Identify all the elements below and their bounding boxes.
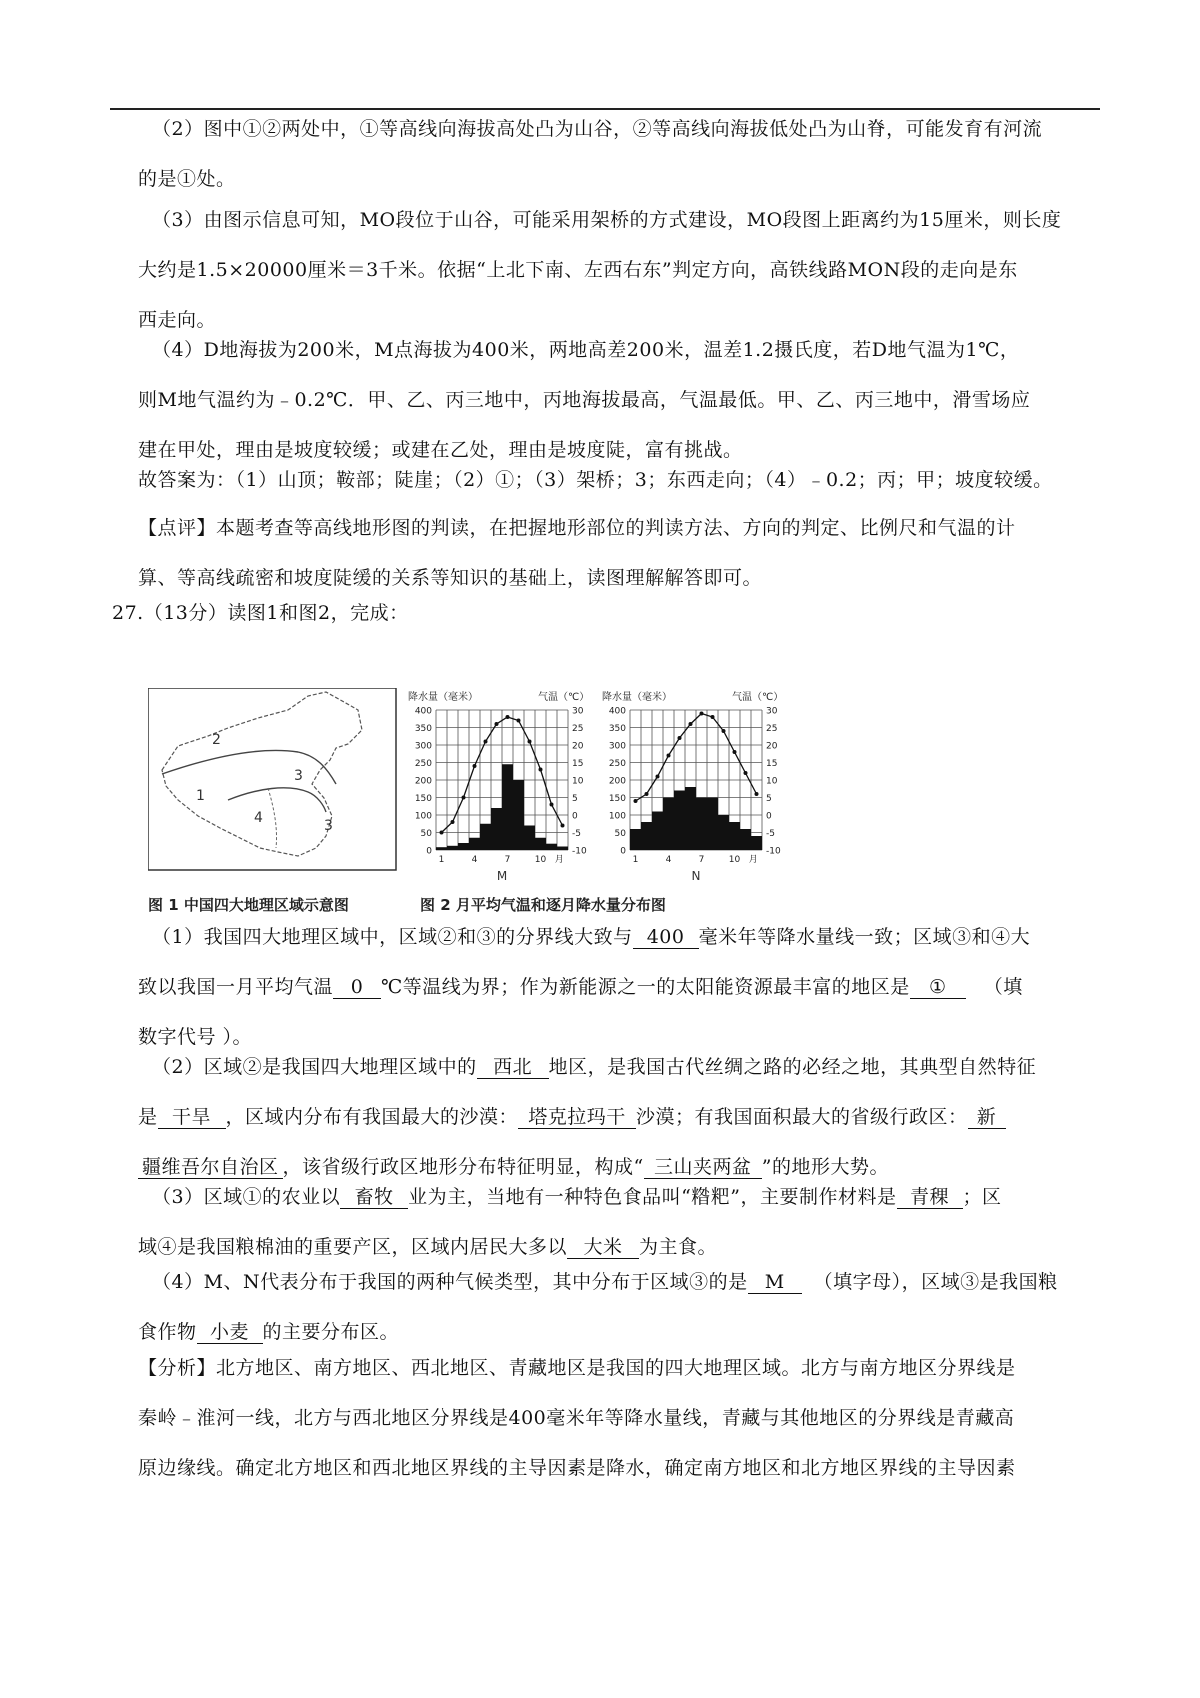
temp-point <box>484 740 488 744</box>
solution-part-4 <box>138 325 1092 475</box>
analysis-note <box>138 1343 1088 1493</box>
temp-point <box>656 775 660 779</box>
month-tick-label: 4 <box>665 855 672 865</box>
temp-point <box>440 831 444 835</box>
temp-point <box>506 715 510 719</box>
temp-point <box>462 796 466 800</box>
answer-blank: 塔克拉玛干 <box>518 1106 636 1129</box>
chart-name: M <box>496 869 508 883</box>
temp-axis-label: 气温（℃） <box>732 692 784 703</box>
month-tick-label: 4 <box>471 855 478 865</box>
temp-tick-label: 25 <box>572 724 584 734</box>
precip-bar <box>740 829 751 850</box>
precip-tick-label: 150 <box>608 794 626 804</box>
temp-tick-label: 30 <box>572 706 584 717</box>
temp-tick-label: 20 <box>766 741 778 752</box>
figure-svg <box>148 688 848 920</box>
precip-axis-label: 降水量（毫米） <box>602 692 672 703</box>
answer-blank: 三山夹两盆 <box>644 1156 762 1179</box>
precip-tick-label: 0 <box>620 846 626 857</box>
temp-tick-label: -10 <box>766 846 781 857</box>
temp-point <box>700 712 704 716</box>
text-line: （4）D地海拔为200米，M点海拔为400米，两地高差200米，温差1.2摄氏度，若D地气温为1℃， <box>152 339 1020 361</box>
temp-point <box>517 719 521 723</box>
temp-axis-label: 气温（℃） <box>538 692 590 703</box>
precip-bar <box>436 847 447 850</box>
answer-blank: 400 <box>633 926 699 949</box>
temp-point <box>473 764 477 768</box>
precip-bar <box>674 791 685 851</box>
climate-chart-n <box>602 690 783 883</box>
precip-bar <box>663 798 674 851</box>
month-tick-label: 1 <box>438 855 445 865</box>
precip-tick-label: 250 <box>608 759 626 769</box>
answer-blank: 疆维吾尔自治区 <box>138 1156 283 1179</box>
precip-tick-label: 200 <box>414 776 432 787</box>
text-line: 算、等高线疏密和坡度陡缓的关系等知识的基础上，读图理解解答即可。 <box>138 567 763 589</box>
answer-blank: M <box>748 1271 802 1294</box>
temp-tick-label: 10 <box>766 776 778 787</box>
answer-blank: ① <box>910 976 966 999</box>
text-line: 大约是1.5×20000厘米＝3千米。依据“上北下南、左西右东”判定方向，高铁线路MON段的走向是东 <box>138 259 1018 281</box>
temp-tick-label: 0 <box>766 811 772 822</box>
question-27-1: （1）我国四大地理区域中，区域②和③的分界线大致与 400 毫米年等降水量线一致；区域③和④大 致以我国一月平均气温 0 ℃等温线为界；作为新能源之一的太阳能资源最丰富的地区是 ① （填 数字代号 ）。 <box>138 926 1031 1048</box>
temp-point <box>495 722 499 726</box>
month-tick-label: 月 <box>554 855 564 865</box>
chart-name: N <box>691 869 701 883</box>
temp-point <box>645 792 649 796</box>
answer-blank: 西北 <box>477 1056 549 1079</box>
temp-tick-label: 0 <box>572 811 578 822</box>
precip-tick-label: 0 <box>426 846 432 857</box>
temp-point <box>667 754 671 758</box>
month-tick-label: 7 <box>504 855 511 865</box>
question-27-2: （2）区域②是我国四大地理区域中的 西北 地区，是我国古代丝绸之路的必经之地，其典型自然特征 是 干旱 ，区域内分布有我国最大的沙漠： 塔克拉玛干 沙漠；有我国面积最大的省级行政区： 新 疆维吾尔自治区 ，该省级行政区地形分布特征明显，构成“ 三山夹两盆 ”的地形大势。 <box>138 1056 1037 1178</box>
precip-bar <box>729 822 740 850</box>
temp-point <box>561 824 565 828</box>
month-tick-label: 10 <box>728 855 741 865</box>
question-27-4: （4）M、N代表分布于我国的两种气候类型，其中分布于区域③的是 M （填字母），区域③是我国粮 食作物 小麦 的主要分布区。 <box>138 1271 1058 1343</box>
precip-bar <box>718 815 729 850</box>
precip-bar <box>491 808 502 850</box>
text-line: 西走向。 <box>138 309 217 331</box>
map-label: 2 <box>212 732 221 748</box>
answer-blank: 青稞 <box>897 1186 963 1209</box>
precip-tick-label: 300 <box>414 741 432 752</box>
temp-tick-label: -5 <box>766 829 775 839</box>
precip-bar <box>469 838 480 850</box>
temp-tick-label: 5 <box>766 794 772 804</box>
precip-bar <box>546 844 557 850</box>
precip-bar <box>447 846 458 850</box>
figure-2-caption: 图 2 月平均气温和逐月降水量分布图 <box>420 896 666 914</box>
temp-tick-label: 25 <box>766 724 778 734</box>
text-line: 原边缘线。确定北方地区和西北地区界线的主导因素是降水，确定南方地区和北方地区界线的主导因素 <box>138 1457 1016 1479</box>
month-tick-label: 7 <box>698 855 705 865</box>
precip-bar <box>685 787 696 850</box>
temp-point <box>722 729 726 733</box>
month-tick-label: 月 <box>748 855 758 865</box>
precip-tick-label: 350 <box>414 724 432 734</box>
answer-blank: 大米 <box>567 1236 639 1259</box>
precip-bar <box>557 847 568 851</box>
temp-point <box>550 803 554 807</box>
temp-point <box>678 736 682 740</box>
china-regions-map <box>148 688 396 870</box>
precip-tick-label: 50 <box>614 829 626 839</box>
text-line: （2）图中①②两处中，①等高线向海拔高处凸为山谷，②等高线向海拔低处凸为山脊，可能发育有河流 <box>152 118 1043 140</box>
temp-point <box>711 715 715 719</box>
temp-tick-label: -5 <box>572 829 581 839</box>
temp-tick-label: 20 <box>572 741 584 752</box>
temp-tick-label: 30 <box>766 706 778 717</box>
precip-tick-label: 300 <box>608 741 626 752</box>
temp-point <box>528 740 532 744</box>
month-tick-label: 10 <box>534 855 547 865</box>
precip-tick-label: 200 <box>608 776 626 787</box>
map-label: 1 <box>196 788 205 804</box>
solution-part-3 <box>138 195 1092 345</box>
temp-tick-label: 10 <box>572 776 584 787</box>
precip-bar <box>630 829 641 850</box>
answer-blank: 0 <box>333 976 381 999</box>
precip-bar <box>524 826 535 851</box>
answer-blank: 畜牧 <box>340 1186 408 1209</box>
answer-blank: 干旱 <box>158 1106 226 1129</box>
precip-bar <box>480 824 491 850</box>
map-label: 3 <box>324 818 333 834</box>
text-line: 则M地气温约为﹣0.2℃．甲、乙、丙三地中，丙地海拔最高，气温最低。甲、乙、丙三地中，滑雪场应 <box>138 389 1031 411</box>
precip-bar <box>535 838 546 850</box>
precip-tick-label: 250 <box>414 759 432 769</box>
precip-bar <box>458 843 469 850</box>
question-27-3: （3）区域①的农业以 畜牧 业为主，当地有一种特色食品叫“糌粑”，主要制作材料是 青稞 ；区 域④是我国粮棉油的重要产区，区域内居民大多以 大米 为主食。 <box>138 1186 1002 1258</box>
temp-point <box>755 792 759 796</box>
precip-tick-label: 150 <box>414 794 432 804</box>
precip-bar <box>652 812 663 851</box>
precip-tick-label: 100 <box>608 811 626 822</box>
text-line: 【分析】北方地区、南方地区、西北地区、青藏地区是我国的四大地理区域。北方与南方地区分界线是 <box>138 1357 1016 1379</box>
precip-bar <box>707 798 718 851</box>
temp-point <box>689 722 693 726</box>
precip-bar <box>513 780 524 850</box>
figure-27 <box>148 688 848 920</box>
precip-bar <box>696 798 707 851</box>
answer-summary: 故答案为：（1）山顶；鞍部；陡崖；（2）①；（3）架桥；3；东西走向；（4）﹣0.2；丙；甲；坡度较缓。 <box>138 469 1053 491</box>
precip-tick-label: 350 <box>608 724 626 734</box>
text-line: 【点评】本题考查等高线地形图的判读，在把握地形部位的判读方法、方向的判定、比例尺和气温的计 <box>138 517 1016 539</box>
map-label: 3 <box>294 768 303 784</box>
answer-blank: 新 <box>968 1106 1006 1129</box>
temp-point <box>744 771 748 775</box>
text-line: 的是①处。 <box>138 168 236 190</box>
climate-chart-m <box>408 690 589 883</box>
precip-bar <box>751 836 762 850</box>
temp-point <box>733 750 737 754</box>
temp-point <box>539 768 543 772</box>
month-tick-label: 1 <box>632 855 639 865</box>
temp-tick-label: 5 <box>572 794 578 804</box>
temp-tick-label: -10 <box>572 846 587 857</box>
temp-tick-label: 15 <box>572 759 584 769</box>
answer-blank: 小麦 <box>197 1321 263 1344</box>
precip-tick-label: 400 <box>414 706 432 717</box>
temp-tick-label: 15 <box>766 759 778 769</box>
figure-1-caption: 图 1 中国四大地理区域示意图 <box>148 896 349 914</box>
text-line: 秦岭﹣淮河一线，北方与西北地区分界线是400毫米年等降水量线，青藏与其他地区的分界线是青藏高 <box>138 1407 1015 1429</box>
precip-tick-label: 400 <box>608 706 626 717</box>
temp-point <box>634 799 638 803</box>
text-line: （3）由图示信息可知，MO段位于山谷，可能采用架桥的方式建设，MO段图上距离约为15厘米，则长度 <box>152 209 1062 231</box>
precip-tick-label: 50 <box>420 829 432 839</box>
map-label: 4 <box>254 810 263 826</box>
precip-bar <box>502 764 513 850</box>
question-27-title: 27.（13分）读图1和图2，完成： <box>112 602 409 624</box>
precip-axis-label: 降水量（毫米） <box>408 692 478 703</box>
precip-bar <box>641 822 652 850</box>
solution-part-2 <box>138 104 1092 204</box>
temp-point <box>451 820 455 824</box>
text-line: 建在甲处，理由是坡度较缓；或建在乙处，理由是坡度陡，富有挑战。 <box>138 439 743 461</box>
precip-tick-label: 100 <box>414 811 432 822</box>
